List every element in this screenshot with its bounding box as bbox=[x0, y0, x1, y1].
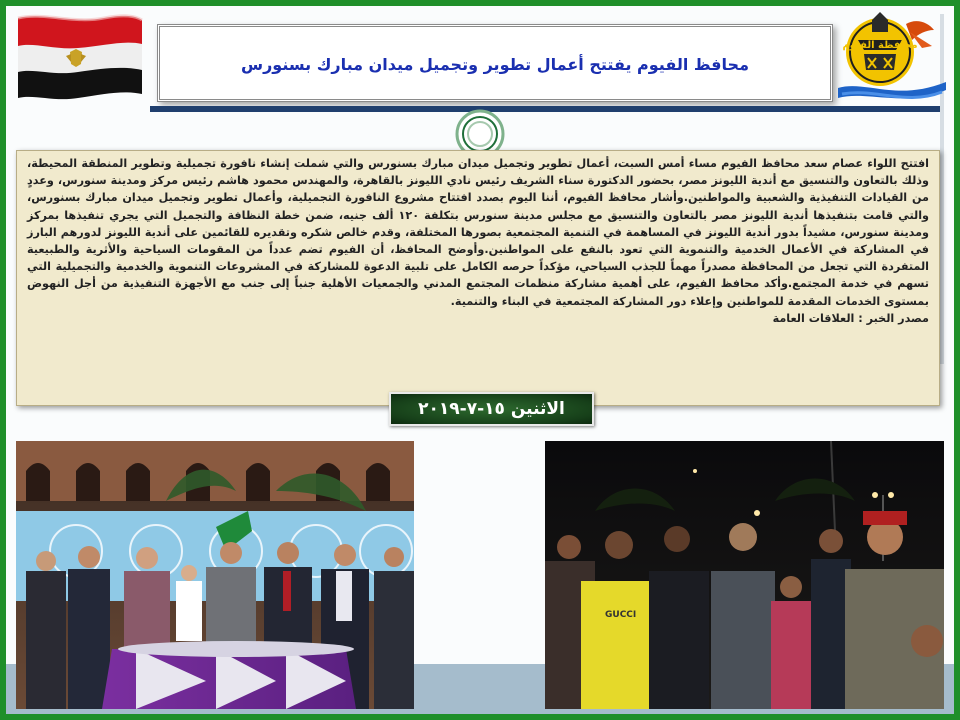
date-badge bbox=[389, 392, 594, 426]
svg-text:GUCCI: GUCCI bbox=[605, 610, 637, 620]
article-body: افتتح اللواء عصام سعد محافظ الفيوم مساء أمس السبت، أعمال تطوير وتجميل ميدان مبارك بسنورس والتي شملت إنشاء نافورة تجميلية وتطوير المنطقة المحيطة، وذلك بالتعاون والتنسيق مع أندية الليونز مصر، بحضور الدكتورة سناء الشريف رئيس نادي الليونز بالقاهرة، والمهندس محمود هاشم رئيس مركز ومدينة سنورس، وعددٍ من القيادات التنفيذية والشعبية والمواطنين.وأشار محافظ الفيوم، أننا اليوم بصدد افتتاح مشروع النافورة التجميلية، وأعمال تطوير وتجميل ميدان مبارك بسنورس، والتي قامت بتنفيذها أندية الليونز مصر بالتعاون والتنسيق مع مجلس مدينة سنورس بتكلفة ١٢٠ ألف جنيه، ضمن خطة النظافة والتجميل التي يجري تنفيذها بمركز ومدينة سنورس، مشيداً بدور أندية الليونز في المساهمة في التنمية المجتمعية بصورها المختلفة، وقدم خالص شكره وتقديره للقائمين على أندية الليونز لدورهم البارز في المشاركة في الأعمال الخدمية والتنموية التي تعود بالنفع على المواطنين.وأوضح المحافظ، أن الفيوم تضم عدداً من المقومات السياحية والأثرية والطبيعية المتفردة التي تجعل من المحافظة مصدراً مهماً للجذب السياحي، مؤكداً حرصه الكامل على تلبية الدعوة للمشاركة في المشروعات التنموية والخدمية والتجميلية التي تسهم في خدمة المجتمع.وأكد محافظ الفيوم، على أهمية مشاركة منظمات المجتمع المدني والجمعيات الأهلية جنباً إلى جنب مع الأجهزة التنفيذية من أجل النهوض بمستوى الخدمات المقدمة للمواطنين وإعلاء دور المشاركة المجتمعية في البناء والتنمية. bbox=[27, 157, 929, 308]
ceremony-photo bbox=[16, 441, 414, 709]
crowd-night-photo bbox=[545, 441, 944, 709]
egypt-flag-icon bbox=[14, 10, 146, 102]
title-box bbox=[157, 24, 833, 102]
page-title: محافظ الفيوم يفتتح أعمال تطوير وتجميل ميدان مبارك بسنورس bbox=[241, 55, 749, 74]
article-source: مصدر الخبر : العلاقات العامة bbox=[772, 311, 929, 325]
article-panel bbox=[16, 150, 940, 406]
header-rule bbox=[150, 106, 940, 112]
date-text: الاثنين ١٥-٧-٢٠١٩ bbox=[418, 399, 565, 419]
logo-text: محافظة الفيوم bbox=[842, 40, 918, 51]
fayoum-governorate-logo-icon bbox=[836, 10, 948, 106]
